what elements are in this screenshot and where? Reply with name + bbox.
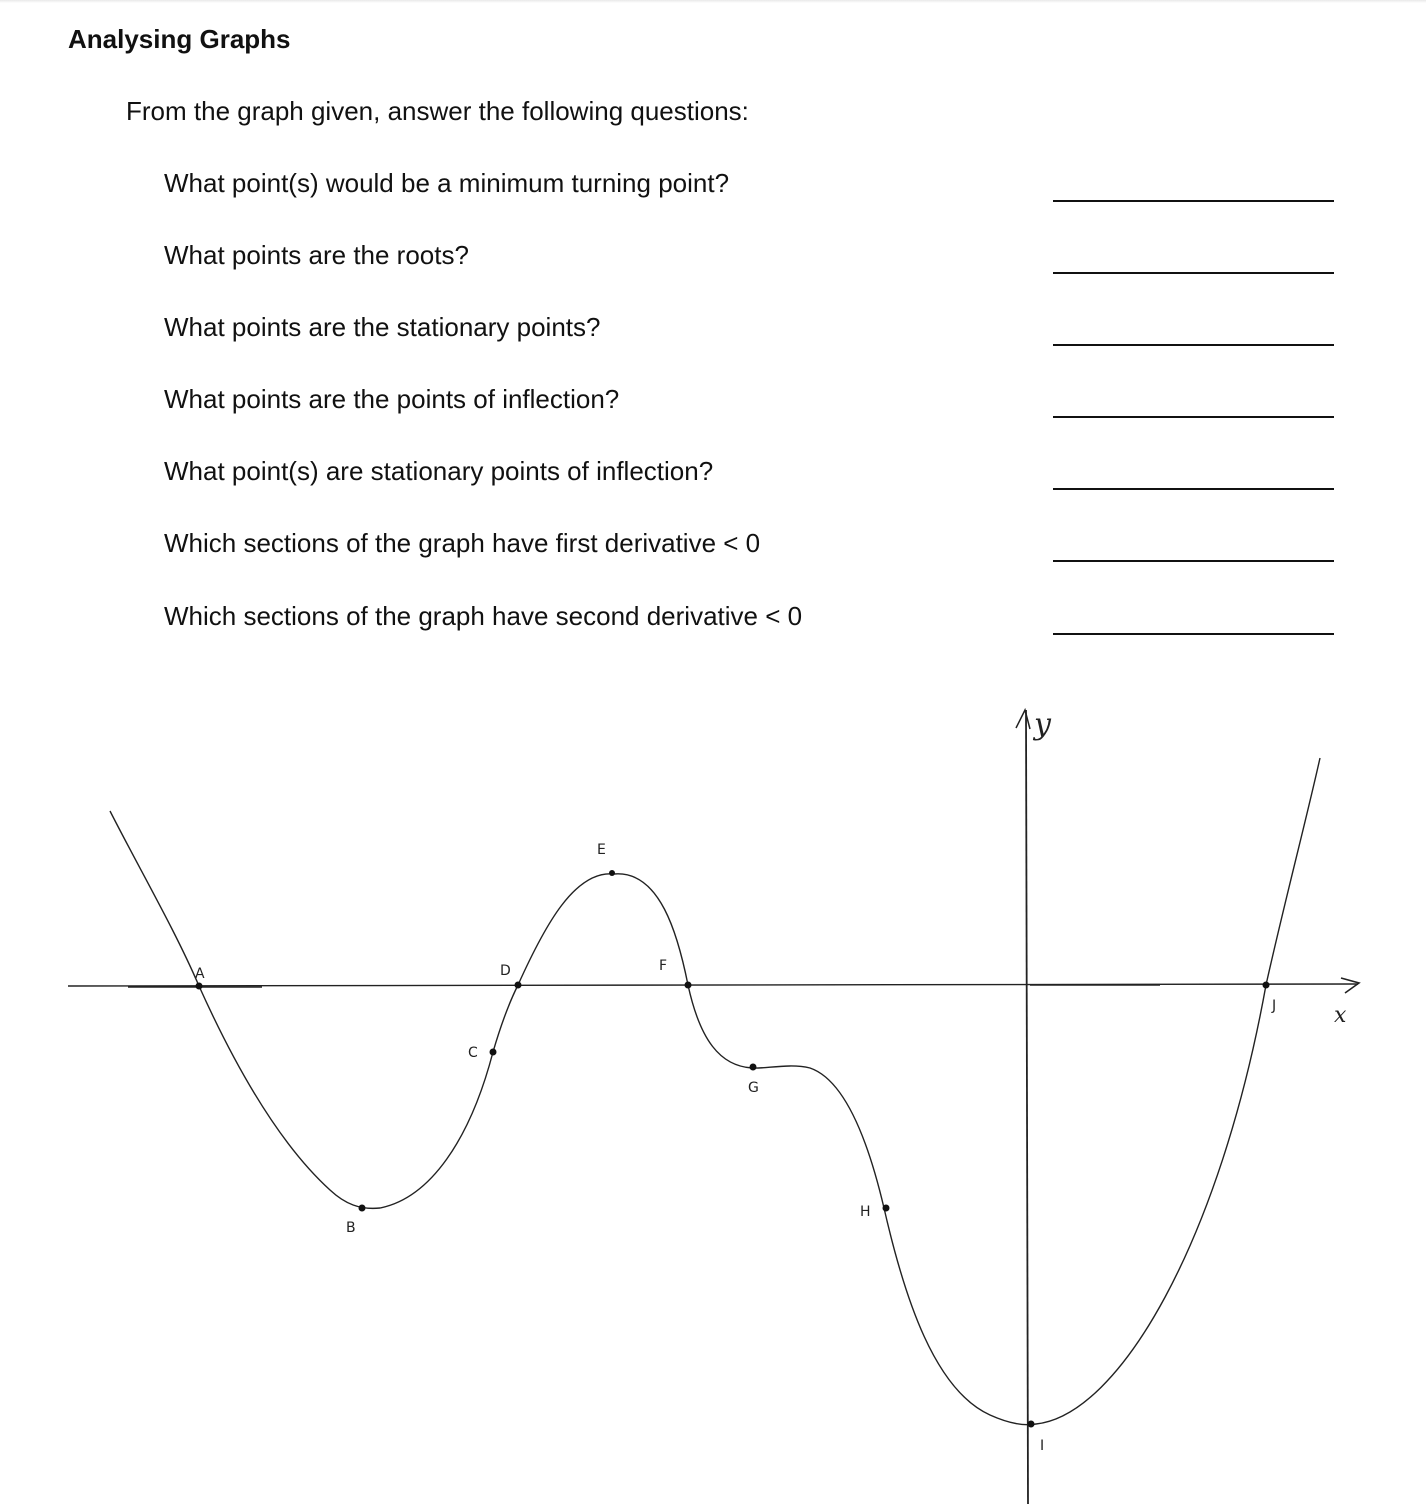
point-a-marker <box>196 983 203 990</box>
y-axis <box>1026 710 1028 1504</box>
point-e-marker <box>609 870 615 876</box>
question-text: What points are the roots? <box>164 240 469 270</box>
point-c-label: C <box>468 1045 478 1061</box>
question-text: What point(s) are stationary points of inflection? <box>164 456 714 486</box>
point-i-marker <box>1028 1421 1035 1428</box>
point-b-marker <box>359 1205 366 1212</box>
y-axis-arrow-icon <box>1016 710 1030 729</box>
question-text: What point(s) would be a minimum turning point? <box>164 168 730 198</box>
point-f-label: F <box>659 958 668 974</box>
worksheet-title: Analysing Graphs <box>68 24 291 54</box>
x-axis-arrow-icon <box>1341 978 1359 993</box>
point-d-label: D <box>500 963 511 979</box>
point-b-label: B <box>346 1220 356 1236</box>
point-i-label: I <box>1040 1438 1045 1454</box>
question-text: Which sections of the graph have second derivative < 0 <box>164 601 803 631</box>
question-text: What points are the stationary points? <box>164 312 601 342</box>
function-curve <box>110 758 1320 1425</box>
point-h-marker <box>883 1205 890 1212</box>
point-e-label: E <box>597 842 606 858</box>
point-g-marker <box>750 1064 757 1071</box>
point-g-label: G <box>748 1080 759 1096</box>
point-j-label: J <box>1272 998 1277 1014</box>
question-text: Which sections of the graph have first derivative < 0 <box>164 528 761 558</box>
point-h-label: H <box>860 1204 871 1220</box>
x-axis <box>68 984 1358 986</box>
y-axis-label: y <box>1034 707 1051 742</box>
point-j-marker <box>1263 982 1270 989</box>
x-axis-label: x <box>1334 1003 1347 1028</box>
point-f-marker <box>685 982 692 989</box>
point-c-marker <box>490 1049 497 1056</box>
question-text: What points are the points of inflection? <box>164 384 620 414</box>
point-d-marker <box>515 982 522 989</box>
worksheet-intro: From the graph given, answer the following questions: <box>126 96 749 126</box>
point-a-label: A <box>195 966 205 982</box>
